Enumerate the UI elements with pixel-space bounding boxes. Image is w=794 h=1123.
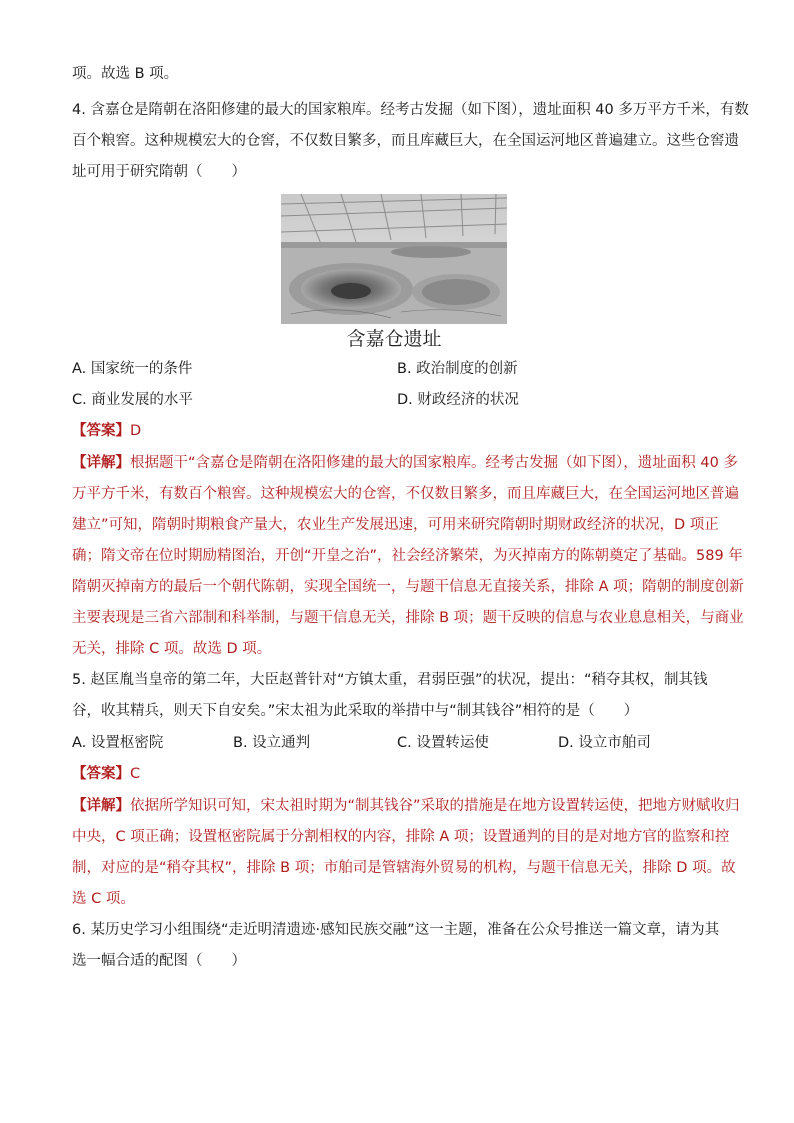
- q5-detail-line-2: 中央，C 项正确；设置枢密院属于分割相权的内容，排除 A 项；设置通判的目的是对地方官的监察和控: [72, 829, 730, 845]
- figure-caption: 含嘉仓遗址: [346, 328, 442, 350]
- detail-tag: 【详解】: [72, 455, 130, 471]
- q4-option-a: A. 国家统一的条件: [72, 361, 193, 377]
- q5-answer: [72, 764, 140, 784]
- q4-option-d: D. 财政经济的状况: [397, 392, 519, 408]
- prev-answer-tail: 项。故选 B 项。: [72, 66, 179, 82]
- question-5-line-2: 谷，收其精兵，则天下自安矣。”宋太祖为此采取的举措中与“制其钱谷”相符的是（ ）: [72, 703, 639, 719]
- detail-tag: 【详解】: [72, 798, 130, 814]
- question-5-line-1: 5. 赵匡胤当皇帝的第二年，大臣赵普针对“方镇太重，君弱臣强”的状况，提出：“稍夺其权，制其钱: [72, 672, 708, 688]
- question-6-line-1: 6. 某历史学习小组围绕“走近明清遗迹·感知民族交融”这一主题，准备在公众号推送一篇文章，请为其: [72, 922, 720, 938]
- answer-tag: 【答案】: [72, 766, 130, 782]
- q4-detail-line-6: 主要表现是三省六部制和科举制，与题干信息无关，排除 B 项；题干反映的信息与农业息息相关，与商业: [72, 610, 744, 626]
- question-4-line-3: 址可用于研究隋朝（ ）: [72, 164, 246, 180]
- question-6-line-2: 选一幅合适的配图（ ）: [72, 953, 246, 969]
- q4-detail-line-7: 无关，排除 C 项。故选 D 项。: [72, 641, 272, 657]
- hanjia-granary-photo: [281, 194, 507, 324]
- q5-option-d: D. 设立市舶司: [558, 735, 651, 751]
- q4-detail-line-5: 隋朝灭掉南方的最后一个朝代陈朝，实现全国统一，与题干信息无直接关系，排除 A 项；隋朝的制度创新: [72, 579, 744, 595]
- q4-detail-line-4: 确；隋文帝在位时期励精图治，开创“开皇之治”，社会经济繁荣，为灭掉南方的陈朝奠定了基础。589 年: [72, 548, 743, 564]
- granary-ruins-image: [281, 194, 507, 324]
- detail-text: 依据所学知识可知，宋太祖时期为“制其钱谷”采取的措施是在地方设置转运使，把地方财赋收归: [130, 798, 740, 814]
- q4-detail-line-3: 建立”可知，隋朝时期粮食产量大，农业生产发展迅速，可用来研究隋朝时期财政经济的状况，D 项正: [72, 517, 719, 533]
- q5-option-a: A. 设置枢密院: [72, 735, 164, 751]
- q5-detail-line-3: 制，对应的是“稍夺其权”，排除 B 项；市舶司是管辖海外贸易的机构，与题干信息无关，排除 D 项。故: [72, 860, 736, 876]
- answer-value: D: [130, 423, 142, 439]
- q5-detail-line-4: 选 C 项。: [72, 891, 135, 907]
- answer-tag: 【答案】: [72, 423, 130, 439]
- q4-option-c: C. 商业发展的水平: [72, 392, 193, 408]
- answer-value: C: [130, 766, 141, 782]
- q4-detail-line-1: [72, 453, 738, 473]
- q4-detail-line-2: 万平方千米，有数百个粮窖。这种规模宏大的仓窖，不仅数目繁多，而且库藏巨大，在全国运河地区普遍: [72, 486, 739, 502]
- q4-answer: [72, 421, 141, 441]
- detail-text: 根据题干“含嘉仓是隋朝在洛阳修建的最大的国家粮库。经考古发掘（如下图），遗址面积 40 多: [130, 455, 738, 471]
- q5-option-b: B. 设立通判: [233, 735, 311, 751]
- question-4-line-1: 4. 含嘉仓是隋朝在洛阳修建的最大的国家粮库。经考古发掘（如下图），遗址面积 40 多万平方千米，有数: [72, 102, 749, 118]
- q5-option-c: C. 设置转运使: [397, 735, 489, 751]
- question-4-line-2: 百个粮窖。这种规模宏大的仓窖，不仅数目繁多，而且库藏巨大，在全国运河地区普遍建立。这些仓窖遗: [72, 133, 739, 149]
- q4-option-b: B. 政治制度的创新: [397, 361, 518, 377]
- q5-detail-line-1: [72, 796, 740, 816]
